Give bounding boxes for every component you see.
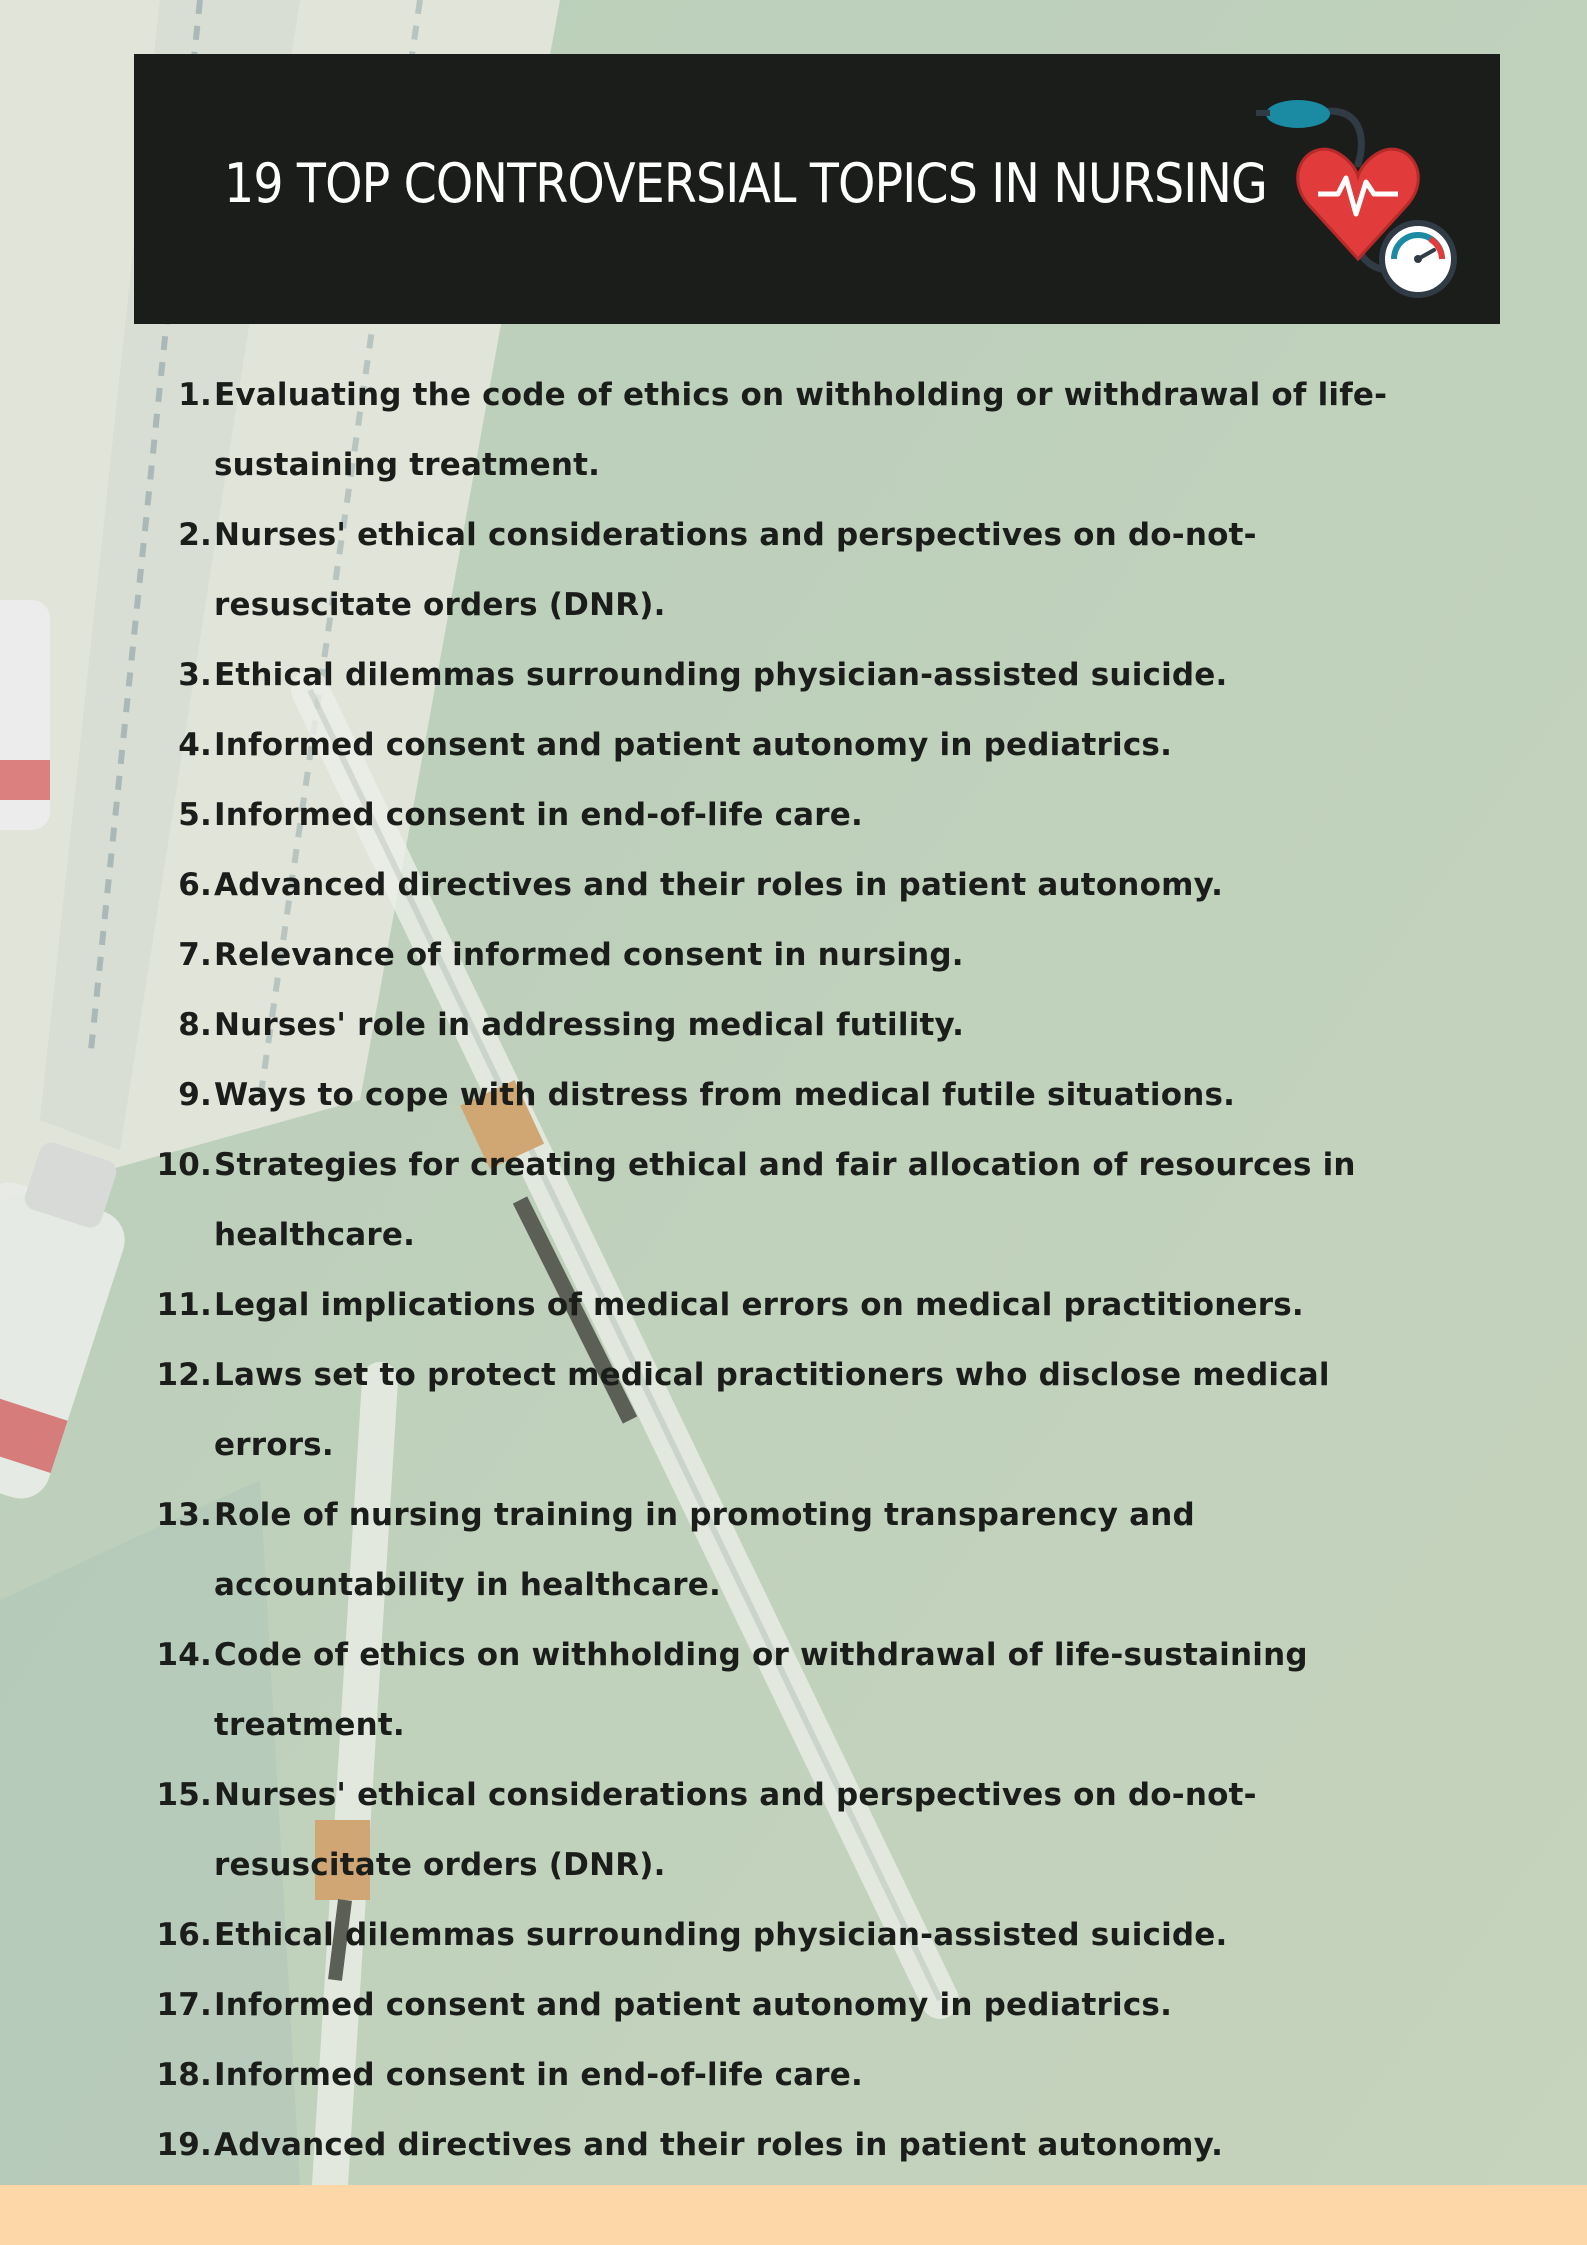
list-item-text: Strategies for creating ethical and fair allocation of resources in healthcare.: [214, 1147, 1356, 1253]
list-item-number: 5.: [178, 797, 212, 833]
list-item-number: 12.: [156, 1357, 212, 1393]
list-item-number: 13.: [156, 1497, 212, 1533]
list-item: [150, 1620, 1450, 1760]
list-item-text: Nurses' ethical considerations and perspectives on do-not-resuscitate orders (DNR).: [214, 1777, 1257, 1883]
list-item-text: Informed consent and patient autonomy in pediatrics.: [214, 1987, 1173, 2023]
list-item: [150, 1130, 1450, 1270]
list-item-number: 15.: [156, 1777, 212, 1813]
list-item-text: Informed consent and patient autonomy in pediatrics.: [214, 727, 1173, 763]
list-item-number: 7.: [178, 937, 212, 973]
list-item-text: Ways to cope with distress from medical futile situations.: [214, 1077, 1236, 1113]
list-item-number: 16.: [156, 1917, 212, 1953]
list-item: [150, 1760, 1450, 1900]
list-item-text: Ethical dilemmas surrounding physician-assisted suicide.: [214, 1917, 1228, 1953]
page-title: 19 TOP CONTROVERSIAL TOPICS IN NURSING: [224, 152, 1268, 215]
list-item-text: Relevance of informed consent in nursing.: [214, 937, 964, 973]
list-item-number: 19.: [156, 2127, 212, 2163]
list-item-text: Ethical dilemmas surrounding physician-assisted suicide.: [214, 657, 1228, 693]
list-item: [150, 990, 1450, 1060]
list-item-text: Evaluating the code of ethics on withholding or withdrawal of life-sustaining treatment.: [214, 377, 1388, 483]
list-item: [150, 1970, 1450, 2040]
list-item: [150, 920, 1450, 990]
list-item-text: Advanced directives and their roles in patient autonomy.: [214, 867, 1224, 903]
list-item: [150, 2040, 1450, 2110]
topic-list: [150, 360, 1450, 2180]
list-item-number: 14.: [156, 1637, 212, 1673]
list-item-number: 8.: [178, 1007, 212, 1043]
list-item-number: 1.: [178, 377, 212, 413]
list-item: [150, 1060, 1450, 1130]
list-item-text: Role of nursing training in promoting transparency and accountability in healthcare.: [214, 1497, 1195, 1603]
list-item: [150, 1270, 1450, 1340]
list-item: [150, 710, 1450, 780]
list-item-number: 11.: [156, 1287, 212, 1323]
list-item-text: Nurses' ethical considerations and perspectives on do-not-resuscitate orders (DNR).: [214, 517, 1257, 623]
heart-monitor-icon: [1238, 74, 1478, 314]
list-item: [150, 2110, 1450, 2180]
list-item: [150, 780, 1450, 850]
list-item-text: Informed consent in end-of-life care.: [214, 797, 863, 833]
list-item-text: Legal implications of medical errors on medical practitioners.: [214, 1287, 1304, 1323]
list-item-text: Nurses' role in addressing medical futility.: [214, 1007, 965, 1043]
list-item-number: 10.: [156, 1147, 212, 1183]
list-item-number: 17.: [156, 1987, 212, 2023]
footer-band: [0, 2185, 1587, 2245]
title-banner: [134, 54, 1500, 324]
list-item: [150, 500, 1450, 640]
list-item-number: 18.: [156, 2057, 212, 2093]
list-item-number: 2.: [178, 517, 212, 553]
list-item-text: Code of ethics on withholding or withdrawal of life-sustaining treatment.: [214, 1637, 1308, 1743]
list-item-number: 3.: [178, 657, 212, 693]
list-item-text: Informed consent in end-of-life care.: [214, 2057, 863, 2093]
list-item: [150, 1340, 1450, 1480]
list-item: [150, 640, 1450, 710]
list-item: [150, 1900, 1450, 1970]
list-item-text: Advanced directives and their roles in patient autonomy.: [214, 2127, 1224, 2163]
list-item: [150, 1480, 1450, 1620]
list-item-number: 9.: [178, 1077, 212, 1113]
list-item: [150, 850, 1450, 920]
list-item-number: 6.: [178, 867, 212, 903]
list-item-text: Laws set to protect medical practitioners who disclose medical errors.: [214, 1357, 1330, 1463]
list-item: [150, 360, 1450, 500]
list-item-number: 4.: [178, 727, 212, 763]
